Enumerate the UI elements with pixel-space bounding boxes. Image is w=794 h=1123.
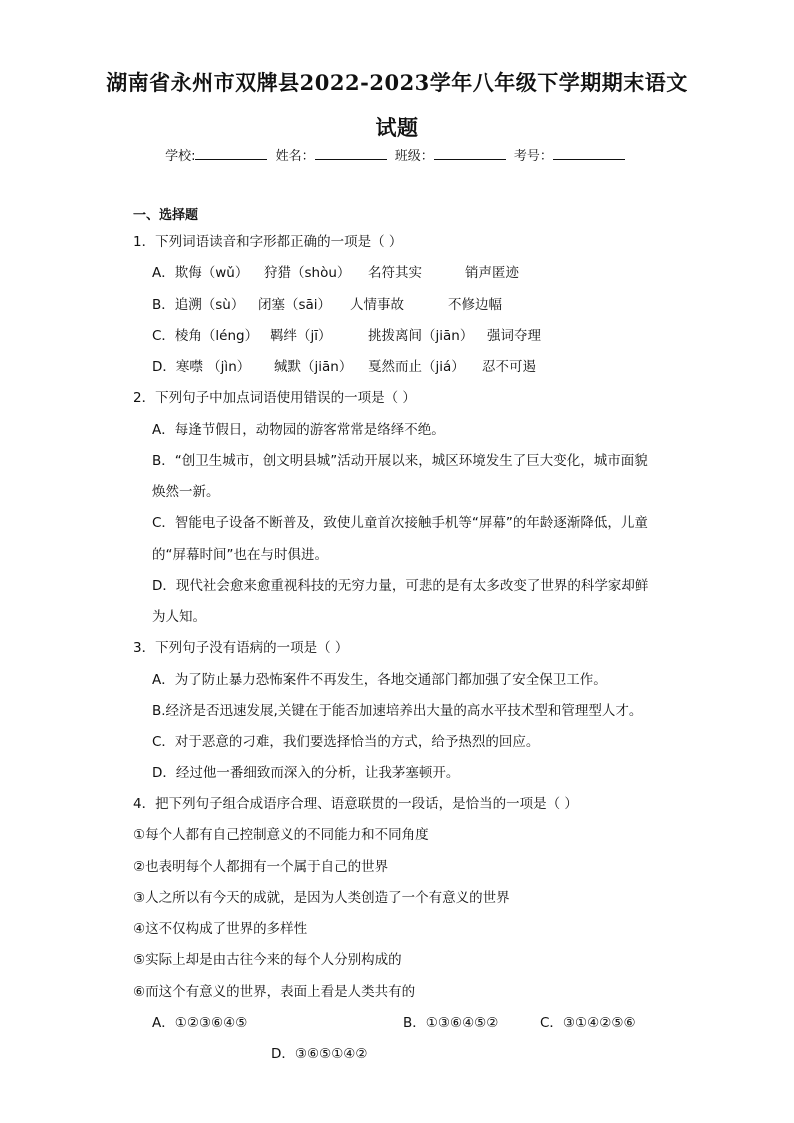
- q1-a-w4: 销声匿迹: [465, 265, 519, 281]
- q4-sentence-3: ③人之所以有今天的成就，是因为人类创造了一个有意义的世界: [133, 890, 510, 906]
- q2-option-b-line1: B．“创卫生城市，创文明县城”活动开展以来，城区环境发生了巨大变化，城市面貌: [152, 453, 648, 469]
- q2-option-d-line2: 为人知。: [152, 609, 206, 625]
- school-label: 学校:: [165, 149, 196, 164]
- name-blank: [315, 147, 387, 160]
- q1-option-d: [152, 358, 536, 376]
- q1-b-w4: 不修边幅: [448, 297, 502, 313]
- q2-option-c-line1: C．智能电子设备不断普及，致使儿童首次接触手机等“屏幕”的年龄逐渐降低，儿童: [152, 515, 648, 531]
- q1-stem: 1．下列词语读音和字形都正确的一项是（ ）: [133, 234, 403, 250]
- q1-a-w1: A．欺侮（wǔ）: [152, 265, 249, 281]
- student-info-row: [0, 145, 794, 164]
- q4-option-c: C．③①④②⑤⑥: [540, 1015, 636, 1031]
- q2-option-a: A．每逢节假日，动物园的游客常常是络绎不绝。: [152, 422, 445, 438]
- q2-stem: 2．下列句子中加点词语使用错误的一项是（ ）: [133, 390, 416, 406]
- q4-sentence-5: ⑤实际上却是由古往今来的每个人分别构成的: [133, 952, 402, 968]
- document-title-line2: 试题: [375, 115, 419, 140]
- q2-option-d-line1: D．现代社会愈来愈重视科技的无穷力量，可悲的是有太多改变了世界的科学家却鲜: [152, 578, 649, 594]
- q4-sentence-4: ④这不仅构成了世界的多样性: [133, 921, 308, 937]
- q1-c-w4: 强词夺理: [487, 328, 541, 344]
- q1-c-w3: 挑拨离间（jiān）: [368, 328, 474, 344]
- q1-d-w4: 忍不可遏: [482, 359, 536, 375]
- document-title-line1: 湖南省永州市双牌县2022-2023学年八年级下学期期末语文: [106, 70, 688, 95]
- exam-no-label: 考号：: [513, 149, 553, 164]
- q1-d-w3: 戛然而止（jiá）: [368, 359, 465, 375]
- q3-option-b: B.经济是否迅速发展,关键在于能否加速培养出大量的高水平技术型和管理型人才。: [152, 703, 643, 719]
- q1-option-b: [152, 296, 502, 314]
- q4-option-b: B．①③⑥④⑤②: [403, 1015, 499, 1031]
- q1-a-w2: 狩猎（shòu）: [264, 265, 351, 281]
- q4-sentence-1: ①每个人都有自己控制意义的不同能力和不同角度: [133, 827, 429, 843]
- q3-option-c: C．对于恶意的刁难，我们要选择恰当的方式，给予热烈的回应。: [152, 734, 540, 750]
- q4-stem: 4．把下列句子组合成语序合理、语意联贯的一段话，是恰当的一项是（ ）: [133, 796, 578, 812]
- section-heading: 一、选择题: [133, 208, 199, 223]
- class-label: 班级：: [394, 149, 434, 164]
- q1-a-w3: 名符其实: [368, 265, 422, 281]
- q3-stem: 3．下列句子没有语病的一项是（ ）: [133, 640, 349, 656]
- q4-sentence-2: ②也表明每个人都拥有一个属于自己的世界: [133, 859, 389, 875]
- q2-option-c-line2: 的“屏幕时间”也在与时俱进。: [152, 547, 328, 563]
- q1-d-w1: D．寒噤 （jìn）: [152, 359, 251, 375]
- name-label: 姓名：: [275, 149, 315, 164]
- q1-d-w2: 缄默（jiān）: [274, 359, 353, 375]
- q4-sentence-6: ⑥而这个有意义的世界，表面上看是人类共有的: [133, 984, 416, 1000]
- q3-option-d: D．经过他一番细致而深入的分析，让我茅塞顿开。: [152, 765, 460, 781]
- q1-c-w2: 羁绊（jī）: [270, 328, 332, 344]
- q1-b-w2: 闭塞（sāi）: [258, 297, 332, 313]
- q1-option-c: [152, 327, 541, 345]
- q4-option-d: D．③⑥⑤①④②: [271, 1046, 368, 1062]
- q4-option-a: A．①②③⑥④⑤: [152, 1015, 248, 1031]
- q2-option-b-line2: 焕然一新。: [152, 484, 220, 500]
- class-blank: [434, 147, 506, 160]
- q1-c-w1: C．棱角（léng）: [152, 328, 259, 344]
- exam-no-blank: [553, 147, 625, 160]
- school-blank: [195, 147, 267, 160]
- q3-option-a: A．为了防止暴力恐怖案件不再发生，各地交通部门都加强了安全保卫工作。: [152, 672, 607, 688]
- q1-b-w1: B．追溯（sù）: [152, 297, 245, 313]
- q1-b-w3: 人情事故: [350, 297, 404, 313]
- q1-option-a: [152, 264, 519, 282]
